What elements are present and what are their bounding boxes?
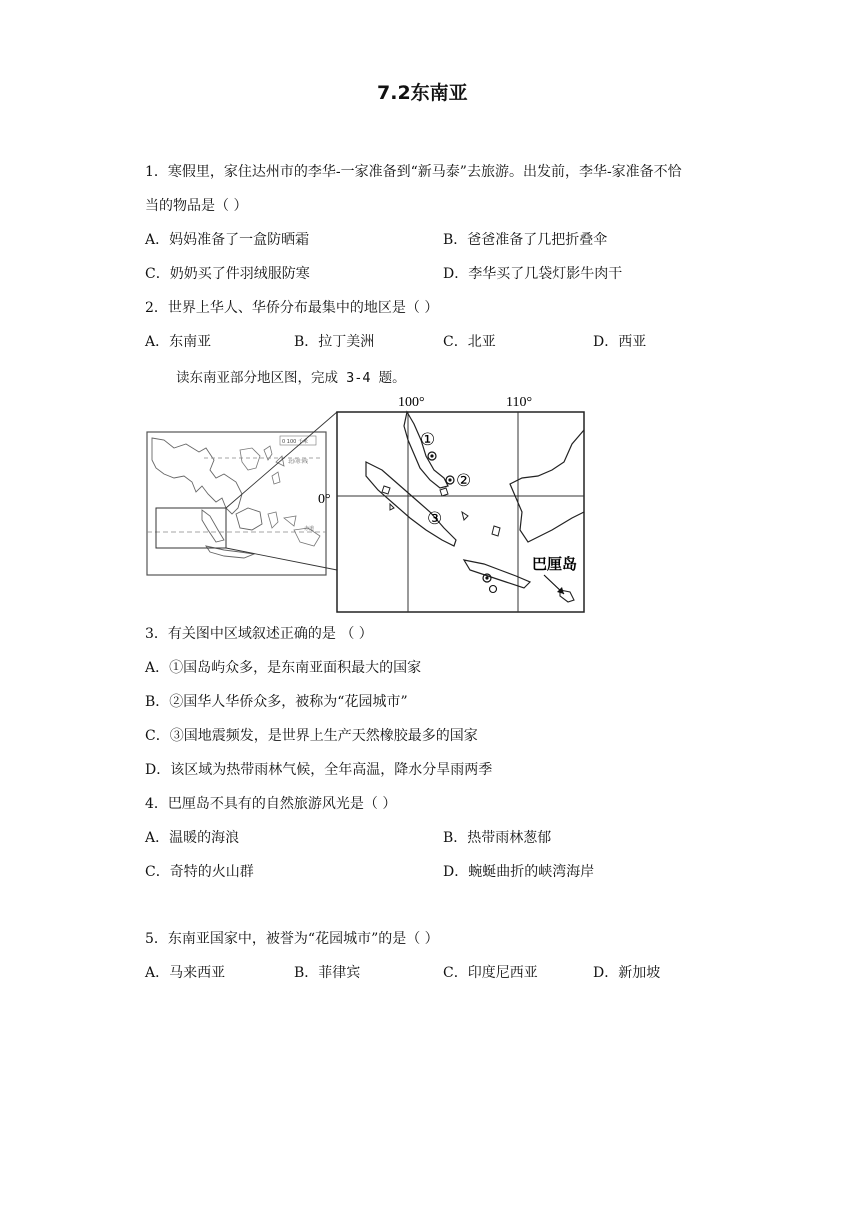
q3-option-b: B．②国华人华侨众多，被称为“花园城市”: [145, 694, 408, 710]
q2-option-a: A．东南亚: [145, 334, 212, 350]
q4-option-b: B．热带雨林葱郁: [443, 830, 552, 846]
q1-stem-line2: 当的物品是（ ）: [145, 198, 248, 214]
lon-100-label: 100°: [398, 395, 425, 410]
lat-0-label: 0°: [318, 492, 331, 507]
q1-stem-line1: 1．寒假里，家住达州市的李华-一家准备到“新马泰”去旅游。出发前，李华-家准备不恰: [145, 164, 682, 180]
southeast-asia-map: [144, 390, 589, 616]
q3-option-a: A．①国岛屿众多，是东南亚面积最大的国家: [145, 660, 422, 676]
q2-option-b: B．拉丁美洲: [294, 334, 375, 350]
detail-map: [337, 412, 584, 612]
q5-stem: 5．东南亚国家中，被誉为“花园城市”的是（ ）: [145, 931, 439, 947]
page-title: 7.2东南亚: [377, 82, 468, 104]
inset-tropic-label: 北回归线: [288, 459, 309, 465]
q2-option-c: C．北亚: [443, 334, 496, 350]
q4-option-d: D．蜿蜒曲折的峡湾海岸: [443, 864, 595, 880]
bali-label: 巴厘岛: [532, 555, 578, 573]
q2-stem: 2．世界上华人、华侨分布最集中的地区是（ ）: [145, 300, 439, 316]
map-intro: 读东南亚部分地区图，完成 3-4 题。: [176, 370, 406, 386]
marker-1-label: ①: [420, 430, 436, 450]
q3-option-c: C．③国地震频发，是世界上生产天然橡胶最多的国家: [145, 728, 478, 744]
lon-110-label: 110°: [506, 395, 533, 410]
inset-scale-label: 0 100 千米: [282, 439, 308, 445]
q1-option-d: D．李华买了几袋灯影牛肉干: [443, 266, 623, 282]
marker-2-label: ②: [456, 471, 472, 491]
q3-option-d: D．该区域为热带雨林气候，全年高温，降水分旱雨两季: [145, 762, 493, 778]
q1-option-c: C．奶奶买了件羽绒服防寒: [145, 266, 310, 282]
q5-option-a: A．马来西亚: [145, 965, 226, 981]
q1-option-b: B．爸爸准备了几把折叠伞: [443, 232, 608, 248]
inset-map: [147, 432, 326, 575]
q3-stem: 3．有关图中区域叙述正确的是 （ ）: [145, 626, 373, 642]
map-svg: [144, 390, 589, 616]
q2-option-d: D．西亚: [593, 334, 647, 350]
inset-equator-label: 赤道: [304, 526, 315, 532]
q5-option-c: C．印度尼西亚: [443, 965, 538, 981]
q5-option-d: D．新加坡: [593, 965, 661, 981]
q4-option-a: A．温暖的海浪: [145, 830, 240, 846]
q1-option-a: A．妈妈准备了一盒防晒霜: [145, 232, 310, 248]
q4-stem: 4．巴厘岛不具有的自然旅游风光是（ ）: [145, 796, 397, 812]
marker-3-label: ③: [427, 509, 443, 529]
q5-option-b: B．菲律宾: [294, 965, 361, 981]
q4-option-c: C．奇特的火山群: [145, 864, 254, 880]
